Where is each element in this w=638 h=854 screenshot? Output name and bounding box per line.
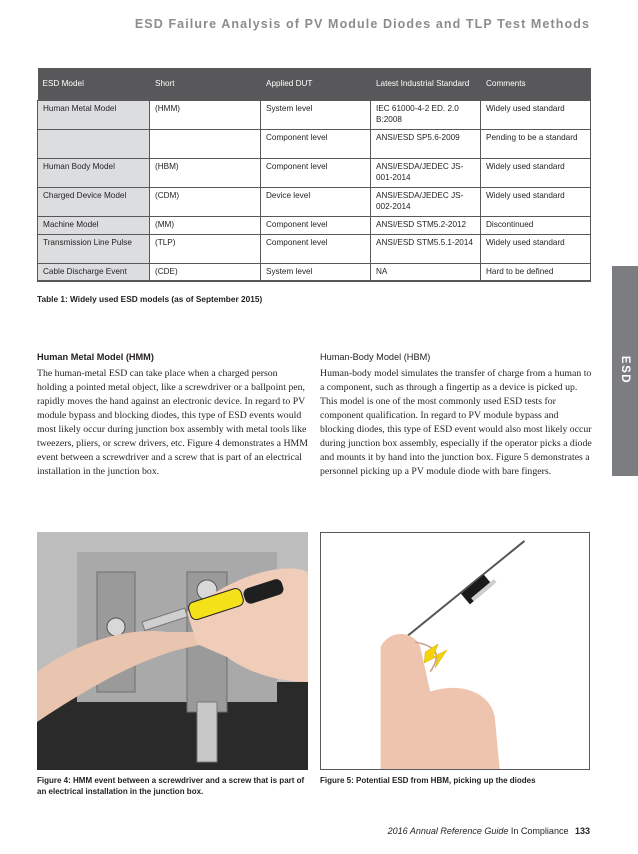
table-cell-dut: Component level xyxy=(261,129,371,158)
hbm-body: Human-body model simulates the transfer of charge from a human to a component, such as through a fingertip as a device is picked up. This model is one of the most commonly used ESD tests for component qualification. In regard to PV module bypass and blocking diodes, this type of ESD event would also most likely occur during junction box assembly, especially if the operator picks a diode and mounts it by hand into the junction box. Figure 5 demonstrates a personnel picking up a PV module diode with bare fingers. xyxy=(320,368,592,477)
table-cell-comments: Widely used standard xyxy=(481,234,591,263)
table-cell-comments: Hard to be defined xyxy=(481,263,591,281)
hmm-section xyxy=(37,352,309,479)
table-row xyxy=(38,263,591,281)
table-cell-standard: ANSI/ESD STM5.5.1-2014 xyxy=(371,234,481,263)
table-cell-short: (CDM) xyxy=(150,187,261,216)
table-cell-dut: Component level xyxy=(261,158,371,187)
table-cell-dut: System level xyxy=(261,100,371,129)
side-tab-label: ESD xyxy=(619,355,631,385)
table-cell-dut: Device level xyxy=(261,187,371,216)
table-cell-standard: ANSI/ESDA/JEDEC JS-002-2014 xyxy=(371,187,481,216)
table-cell-model: Human Metal Model xyxy=(38,100,150,129)
table-cell-short: (HMM) xyxy=(150,100,261,129)
hmm-heading: Human Metal Model (HMM) xyxy=(37,352,154,362)
table-cell-standard: ANSI/ESD STM5.2-2012 xyxy=(371,216,481,234)
figure-5-photo xyxy=(320,532,590,770)
footer-magazine: In Compliance xyxy=(510,826,569,836)
hmm-body: The human-metal ESD can take place when a charged person holding a pointed metal object, like a screwdriver or a ballpoint pen, rapidly moves the hand against an electronic device. In regard to PV module bypass and blocking diodes, this type of ESD events would most likely occur during junction box assembly with metal tools like tweezers, pliers, or screw drivers, etc. Figure 4 demonstrates a HMM event between a screwdriver and a screw that is part of an electrical installation in the junction box. xyxy=(37,368,308,477)
table-row xyxy=(38,187,591,216)
table-row xyxy=(38,129,591,158)
esd-models-table xyxy=(37,68,591,282)
table-caption: Table 1: Widely used ESD models (as of September 2015) xyxy=(37,294,263,304)
table-cell-model: Cable Discharge Event xyxy=(38,263,150,281)
table-cell-comments: Widely used standard xyxy=(481,100,591,129)
table-cell-short: (CDE) xyxy=(150,263,261,281)
table-cell-standard: ANSI/ESDA/JEDEC JS-001-2014 xyxy=(371,158,481,187)
table-cell-short xyxy=(150,129,261,158)
table-header-cell: Latest Industrial Standard xyxy=(371,68,481,100)
hbm-heading: Human-Body Model (HBM) xyxy=(320,352,431,362)
table-cell-model: Transmission Line Pulse xyxy=(38,234,150,263)
table-cell-model: Human Body Model xyxy=(38,158,150,187)
table-cell-model: Charged Device Model xyxy=(38,187,150,216)
table-cell-comments: Discontinued xyxy=(481,216,591,234)
figure-4-photo xyxy=(37,532,308,770)
figure-5-caption: Figure 5: Potential ESD from HBM, picking up the diodes xyxy=(320,776,536,785)
footer-guide-title: 2016 Annual Reference Guide xyxy=(387,826,509,836)
page-footer xyxy=(388,826,590,836)
table-header-cell: ESD Model xyxy=(38,68,150,100)
hbm-section xyxy=(320,352,592,479)
running-head: ESD Failure Analysis of PV Module Diodes and TLP Test Methods xyxy=(134,17,590,31)
table-cell-standard: NA xyxy=(371,263,481,281)
table-cell-short: (MM) xyxy=(150,216,261,234)
table-cell-standard: IEC 61000-4-2 ED. 2.0 B:2008 xyxy=(371,100,481,129)
section-side-tab xyxy=(612,266,638,476)
table-cell-comments: Widely used standard xyxy=(481,158,591,187)
table-header-cell: Applied DUT xyxy=(261,68,371,100)
table-row xyxy=(38,216,591,234)
figure-4-caption: Figure 4: HMM event between a screwdriver and a screw that is part of an electrical installation in the junction box. xyxy=(37,776,305,796)
diode-fingers-illustration xyxy=(321,533,589,769)
table-row xyxy=(38,100,591,129)
screwdriver-hand-illustration xyxy=(37,532,308,770)
table-cell-short: (TLP) xyxy=(150,234,261,263)
table-cell-model xyxy=(38,129,150,158)
table-header-row xyxy=(38,68,591,100)
table-header-cell: Comments xyxy=(481,68,591,100)
table-cell-dut: System level xyxy=(261,263,371,281)
table-cell-model: Machine Model xyxy=(38,216,150,234)
table-header-cell: Short xyxy=(150,68,261,100)
table-row xyxy=(38,234,591,263)
table-cell-short: (HBM) xyxy=(150,158,261,187)
table-cell-standard: ANSI/ESD SP5.6-2009 xyxy=(371,129,481,158)
table-cell-comments: Pending to be a standard xyxy=(481,129,591,158)
table-cell-dut: Component level xyxy=(261,216,371,234)
table-cell-comments: Widely used standard xyxy=(481,187,591,216)
table-cell-dut: Component level xyxy=(261,234,371,263)
table-row xyxy=(38,158,591,187)
page-number: 133 xyxy=(574,826,590,836)
